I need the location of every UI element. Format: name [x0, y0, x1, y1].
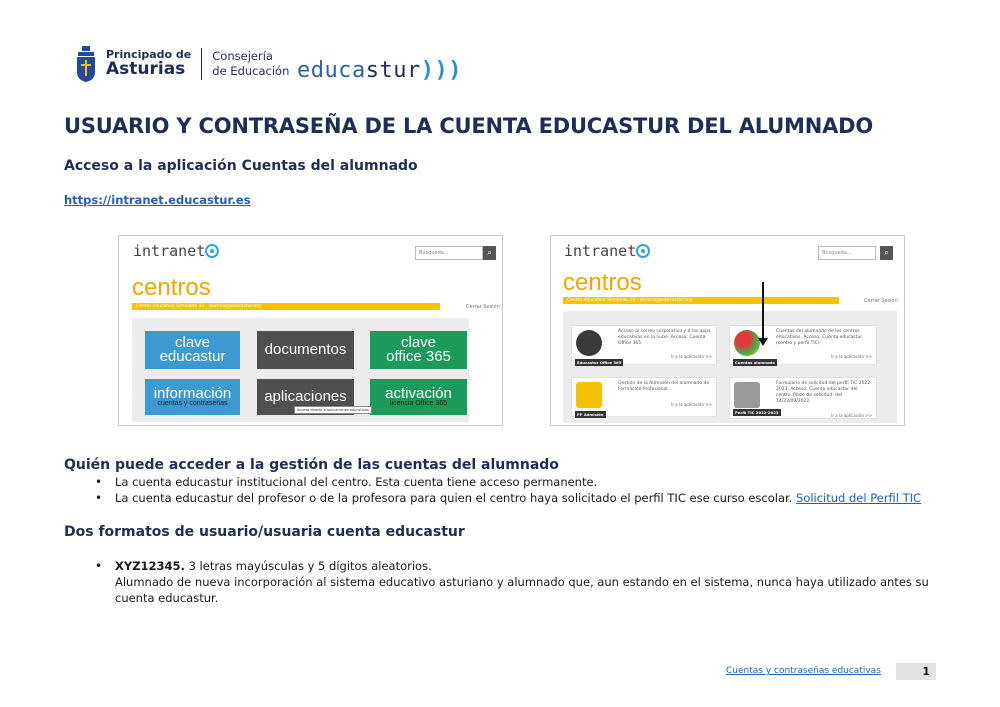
card-text: Gestión de la Admisión del alumnado de Formación Profesional — [618, 381, 710, 392]
section1-heading: Acceso a la aplicación Cuentas del alumnado — [64, 158, 418, 174]
tooltip-aplicaciones: Acceso directo a aplicaciones educativas — [294, 406, 372, 414]
card-text: Acceso al correo corporativo y a las apps educativas en la nube. Acceso: Cuenta Office 365 — [618, 329, 711, 346]
tile-label: información — [153, 384, 232, 402]
screenshot-intranet-apps — [550, 235, 905, 426]
section2-heading: Quién puede acceder a la gestión de las cuentas del alumnado — [64, 457, 559, 473]
intranet-logo-text: intranet — [133, 242, 206, 260]
format-list — [95, 558, 955, 606]
intranet-link[interactable]: https://intranet.educastur.es — [64, 193, 251, 207]
tile-clave-educastur[interactable] — [145, 331, 240, 369]
search-input[interactable]: Búsqueda... — [415, 246, 483, 260]
org-line2: Asturias — [106, 58, 186, 79]
cuentas-alumnado-icon — [734, 330, 760, 356]
card-go-link[interactable]: Ir a la aplicación >> — [831, 354, 872, 359]
card-text: Formulario de solicitud del perfil TIC 2022-2023. Acceso: Cuenta educastur del centro. Plazo de solicitud: del 14/23/09/2022 — [776, 381, 872, 404]
educastur-logo — [297, 58, 462, 83]
tile-label: educastur — [159, 348, 226, 365]
screenshot-intranet-home — [118, 235, 503, 426]
app-card-perfil-tic[interactable] — [729, 377, 877, 419]
dept-line2: de Educación — [212, 64, 290, 78]
intranet-logo — [133, 242, 219, 260]
logout-link[interactable]: Cerrar Sesión — [466, 304, 500, 310]
section3-heading: Dos formatos de usuario/usuaria cuenta educastur — [64, 524, 465, 540]
page-title: USUARIO Y CONTRASEÑA DE LA CUENTA EDUCASTUR DEL ALUMNADO — [64, 114, 874, 138]
tile-clave-office[interactable] — [370, 331, 467, 369]
center-bar: Centro educativo Simulado 33 · alumno@educastur.org — [563, 297, 839, 304]
asturias-shield-icon — [76, 46, 96, 82]
perfil-tic-link[interactable]: Solicitud del Perfil TIC — [795, 491, 922, 505]
code-detail: Alumnado de nueva incorporación al sistema educativo asturiano y alumnado que, aun estando en el sistema, nunca haya utilizado antes su cuenta educastur. — [115, 575, 929, 605]
tile-sublabel: cuentas y contraseñas — [157, 399, 228, 407]
dept-line1: Consejería — [212, 49, 273, 64]
header-divider — [201, 48, 202, 80]
tile-label: documentos — [264, 340, 347, 358]
footer-link[interactable]: Cuentas y contraseñas educativas — [726, 666, 881, 676]
list-item — [95, 558, 955, 606]
centros-heading: centros — [563, 269, 642, 296]
user-code-format: XYZ12345. — [115, 559, 185, 573]
search-input[interactable]: Búsqueda... — [818, 246, 876, 260]
search-icon[interactable]: ⌕ — [483, 246, 496, 260]
tile-label: clave — [400, 333, 437, 351]
card-text: Cuentas del alumnado de los centros educativos. Acceso: Cuenta educastur (centro y perfil TIC) — [776, 329, 863, 346]
intranet-dot-icon — [205, 244, 219, 258]
tile-activacion[interactable] — [370, 379, 467, 415]
page-number: 1 — [896, 663, 936, 680]
app-card-fp-admision[interactable] — [571, 377, 717, 417]
app-card-office365[interactable] — [571, 325, 717, 365]
brand-waves: ))) — [420, 58, 462, 83]
brand-b: stur — [365, 58, 421, 83]
list-item-text: La cuenta educastur institucional del centro. Esta cuenta tiene acceso permanente. — [115, 475, 598, 489]
tile-label: clave — [174, 333, 211, 351]
tile-informacion[interactable] — [145, 379, 240, 415]
list-item — [95, 490, 921, 506]
brand-a: educa — [297, 58, 366, 83]
fp-icon — [576, 382, 602, 408]
tile-label: office 365 — [386, 348, 451, 365]
tile-label: activación — [385, 384, 452, 402]
centros-heading: centros — [132, 274, 211, 301]
card-label: Cuentas alumnado — [735, 360, 775, 365]
perfil-tic-icon — [734, 382, 760, 408]
card-go-link[interactable]: Ir a la aplicación >> — [671, 354, 712, 359]
logout-link[interactable]: Cerrar Sesión — [864, 298, 898, 304]
search-icon[interactable]: ⌕ — [880, 246, 893, 260]
center-bar: Centro educativo Simulado 33 · alumno@educastur.org — [132, 303, 440, 310]
list-item — [95, 474, 921, 490]
intranet-dot-icon — [636, 244, 650, 258]
tile-label: aplicaciones — [264, 387, 347, 405]
intranet-logo-text: intranet — [564, 242, 637, 260]
card-label: FP Admisión — [577, 412, 604, 417]
card-go-link[interactable]: Ir a la aplicación >> — [671, 402, 712, 407]
intranet-logo — [564, 242, 650, 260]
office365-icon — [576, 330, 602, 356]
card-label: Educastur Office 365 — [577, 360, 622, 365]
card-label: Perfil TIC 2022-2023 — [735, 410, 779, 415]
list-item-text: La cuenta educastur del profesor o de la profesora para quien el centro haya solicitado el perfil TIC ese curso escolar. — [115, 491, 793, 505]
org-line1: Principado de — [106, 48, 192, 62]
tile-sublabel: licencia Office 365 — [389, 399, 448, 407]
tile-documentos[interactable] — [257, 331, 354, 369]
card-go-link[interactable]: Ir a la aplicación >> — [831, 413, 872, 418]
principado-logo — [76, 46, 289, 82]
pointer-arrow-icon — [762, 282, 764, 340]
access-list — [95, 474, 921, 506]
app-card-cuentas-alumnado[interactable] — [729, 325, 877, 365]
code-description: 3 letras mayúsculas y 5 dígitos aleatorios. — [188, 559, 432, 573]
